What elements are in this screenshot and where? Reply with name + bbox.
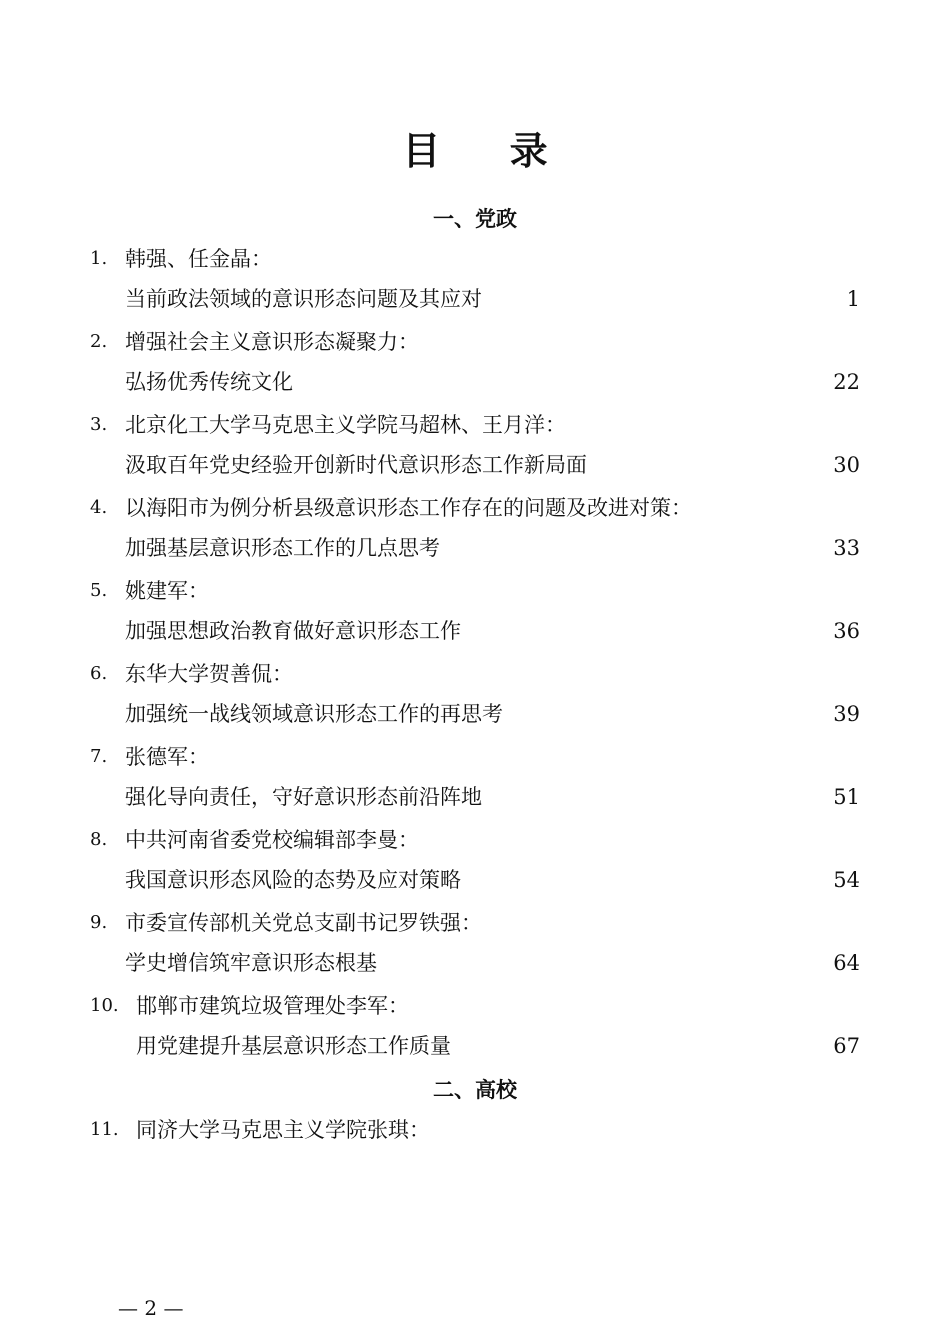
entry-title: 我国意识形态风险的态势及应对策略 [125, 868, 461, 892]
entry-author: 增强社会主义意识形态凝聚力： [125, 330, 419, 354]
entry-number: 3. [90, 414, 108, 435]
entry-number: 9. [90, 912, 108, 933]
entry-page-number: 64 [833, 951, 860, 975]
entry-page-number: 33 [833, 536, 860, 560]
entry-page-number: 30 [833, 453, 860, 477]
entry-author: 姚建军： [125, 579, 209, 603]
toc-entry-author-line [90, 410, 860, 440]
toc-entry-title-line[interactable] [90, 865, 860, 895]
entry-author: 北京化工大学马克思主义学院马超林、王月洋： [125, 413, 566, 437]
toc-entry-title-line[interactable] [90, 699, 860, 729]
toc-entry-author-line [90, 1115, 860, 1145]
toc-entry-author-line [90, 825, 860, 855]
entry-number: 8. [90, 829, 108, 850]
entry-title: 加强统一战线领域意识形态工作的再思考 [125, 702, 503, 726]
entry-number: 4. [90, 497, 108, 518]
entry-number: 7. [90, 746, 108, 767]
page-footer-number: — 2 — [118, 1296, 184, 1320]
entry-title: 用党建提升基层意识形态工作质量 [136, 1034, 451, 1058]
entry-number: 1. [90, 248, 108, 269]
entry-title: 加强思想政治教育做好意识形态工作 [125, 619, 461, 643]
toc-entry-author-line [90, 742, 860, 772]
toc-entry-title-line[interactable] [90, 284, 860, 314]
entry-title: 学史增信筑牢意识形态根基 [125, 951, 377, 975]
entry-title: 当前政法领域的意识形态问题及其应对 [125, 287, 482, 311]
entry-number: 10. [90, 995, 119, 1016]
entry-number: 2. [90, 331, 108, 352]
entry-number: 11. [90, 1119, 119, 1140]
entry-number: 6. [90, 663, 108, 684]
toc-entry-title-line[interactable] [90, 782, 860, 812]
toc-entry-author-line [90, 991, 860, 1021]
toc-entry-title-line[interactable] [90, 450, 860, 480]
toc-entry-title-line[interactable] [90, 533, 860, 563]
toc-entry-author-line [90, 576, 860, 606]
entry-page-number: 1 [846, 287, 860, 311]
entry-page-number: 51 [833, 785, 860, 809]
entry-page-number: 67 [833, 1034, 860, 1058]
toc-entry-title-line[interactable] [90, 1031, 860, 1061]
entry-title: 弘扬优秀传统文化 [125, 370, 293, 394]
entry-page-number: 39 [833, 702, 860, 726]
toc-entry-title-line[interactable] [90, 948, 860, 978]
entry-page-number: 36 [833, 619, 860, 643]
section-heading-party-government: 一、党政 [433, 207, 517, 231]
page-title: 目 录 [402, 129, 576, 173]
entry-author: 东华大学贺善侃： [125, 662, 293, 686]
entry-title: 汲取百年党史经验开创新时代意识形态工作新局面 [125, 453, 587, 477]
toc-entry-title-line[interactable] [90, 616, 860, 646]
entry-title: 加强基层意识形态工作的几点思考 [125, 536, 440, 560]
entry-number: 5. [90, 580, 108, 601]
entry-author: 同济大学马克思主义学院张琪： [136, 1118, 430, 1142]
toc-entry-author-line [90, 493, 860, 523]
toc-entry-author-line [90, 244, 860, 274]
entry-title: 强化导向责任，守好意识形态前沿阵地 [125, 785, 482, 809]
section-heading-universities: 二、高校 [433, 1078, 517, 1102]
entry-author: 中共河南省委党校编辑部李曼： [125, 828, 419, 852]
entry-author: 张德军： [125, 745, 209, 769]
toc-entry-title-line[interactable] [90, 367, 860, 397]
toc-entry-author-line [90, 327, 860, 357]
entry-author: 邯郸市建筑垃圾管理处李军： [136, 994, 409, 1018]
entry-author: 市委宣传部机关党总支副书记罗铁强： [125, 911, 482, 935]
entry-page-number: 54 [833, 868, 860, 892]
entry-author: 韩强、任金晶： [125, 247, 272, 271]
toc-entry-author-line [90, 908, 860, 938]
toc-entry-author-line [90, 659, 860, 689]
entry-author: 以海阳市为例分析县级意识形态工作存在的问题及改进对策： [125, 496, 692, 520]
entry-page-number: 22 [833, 370, 860, 394]
